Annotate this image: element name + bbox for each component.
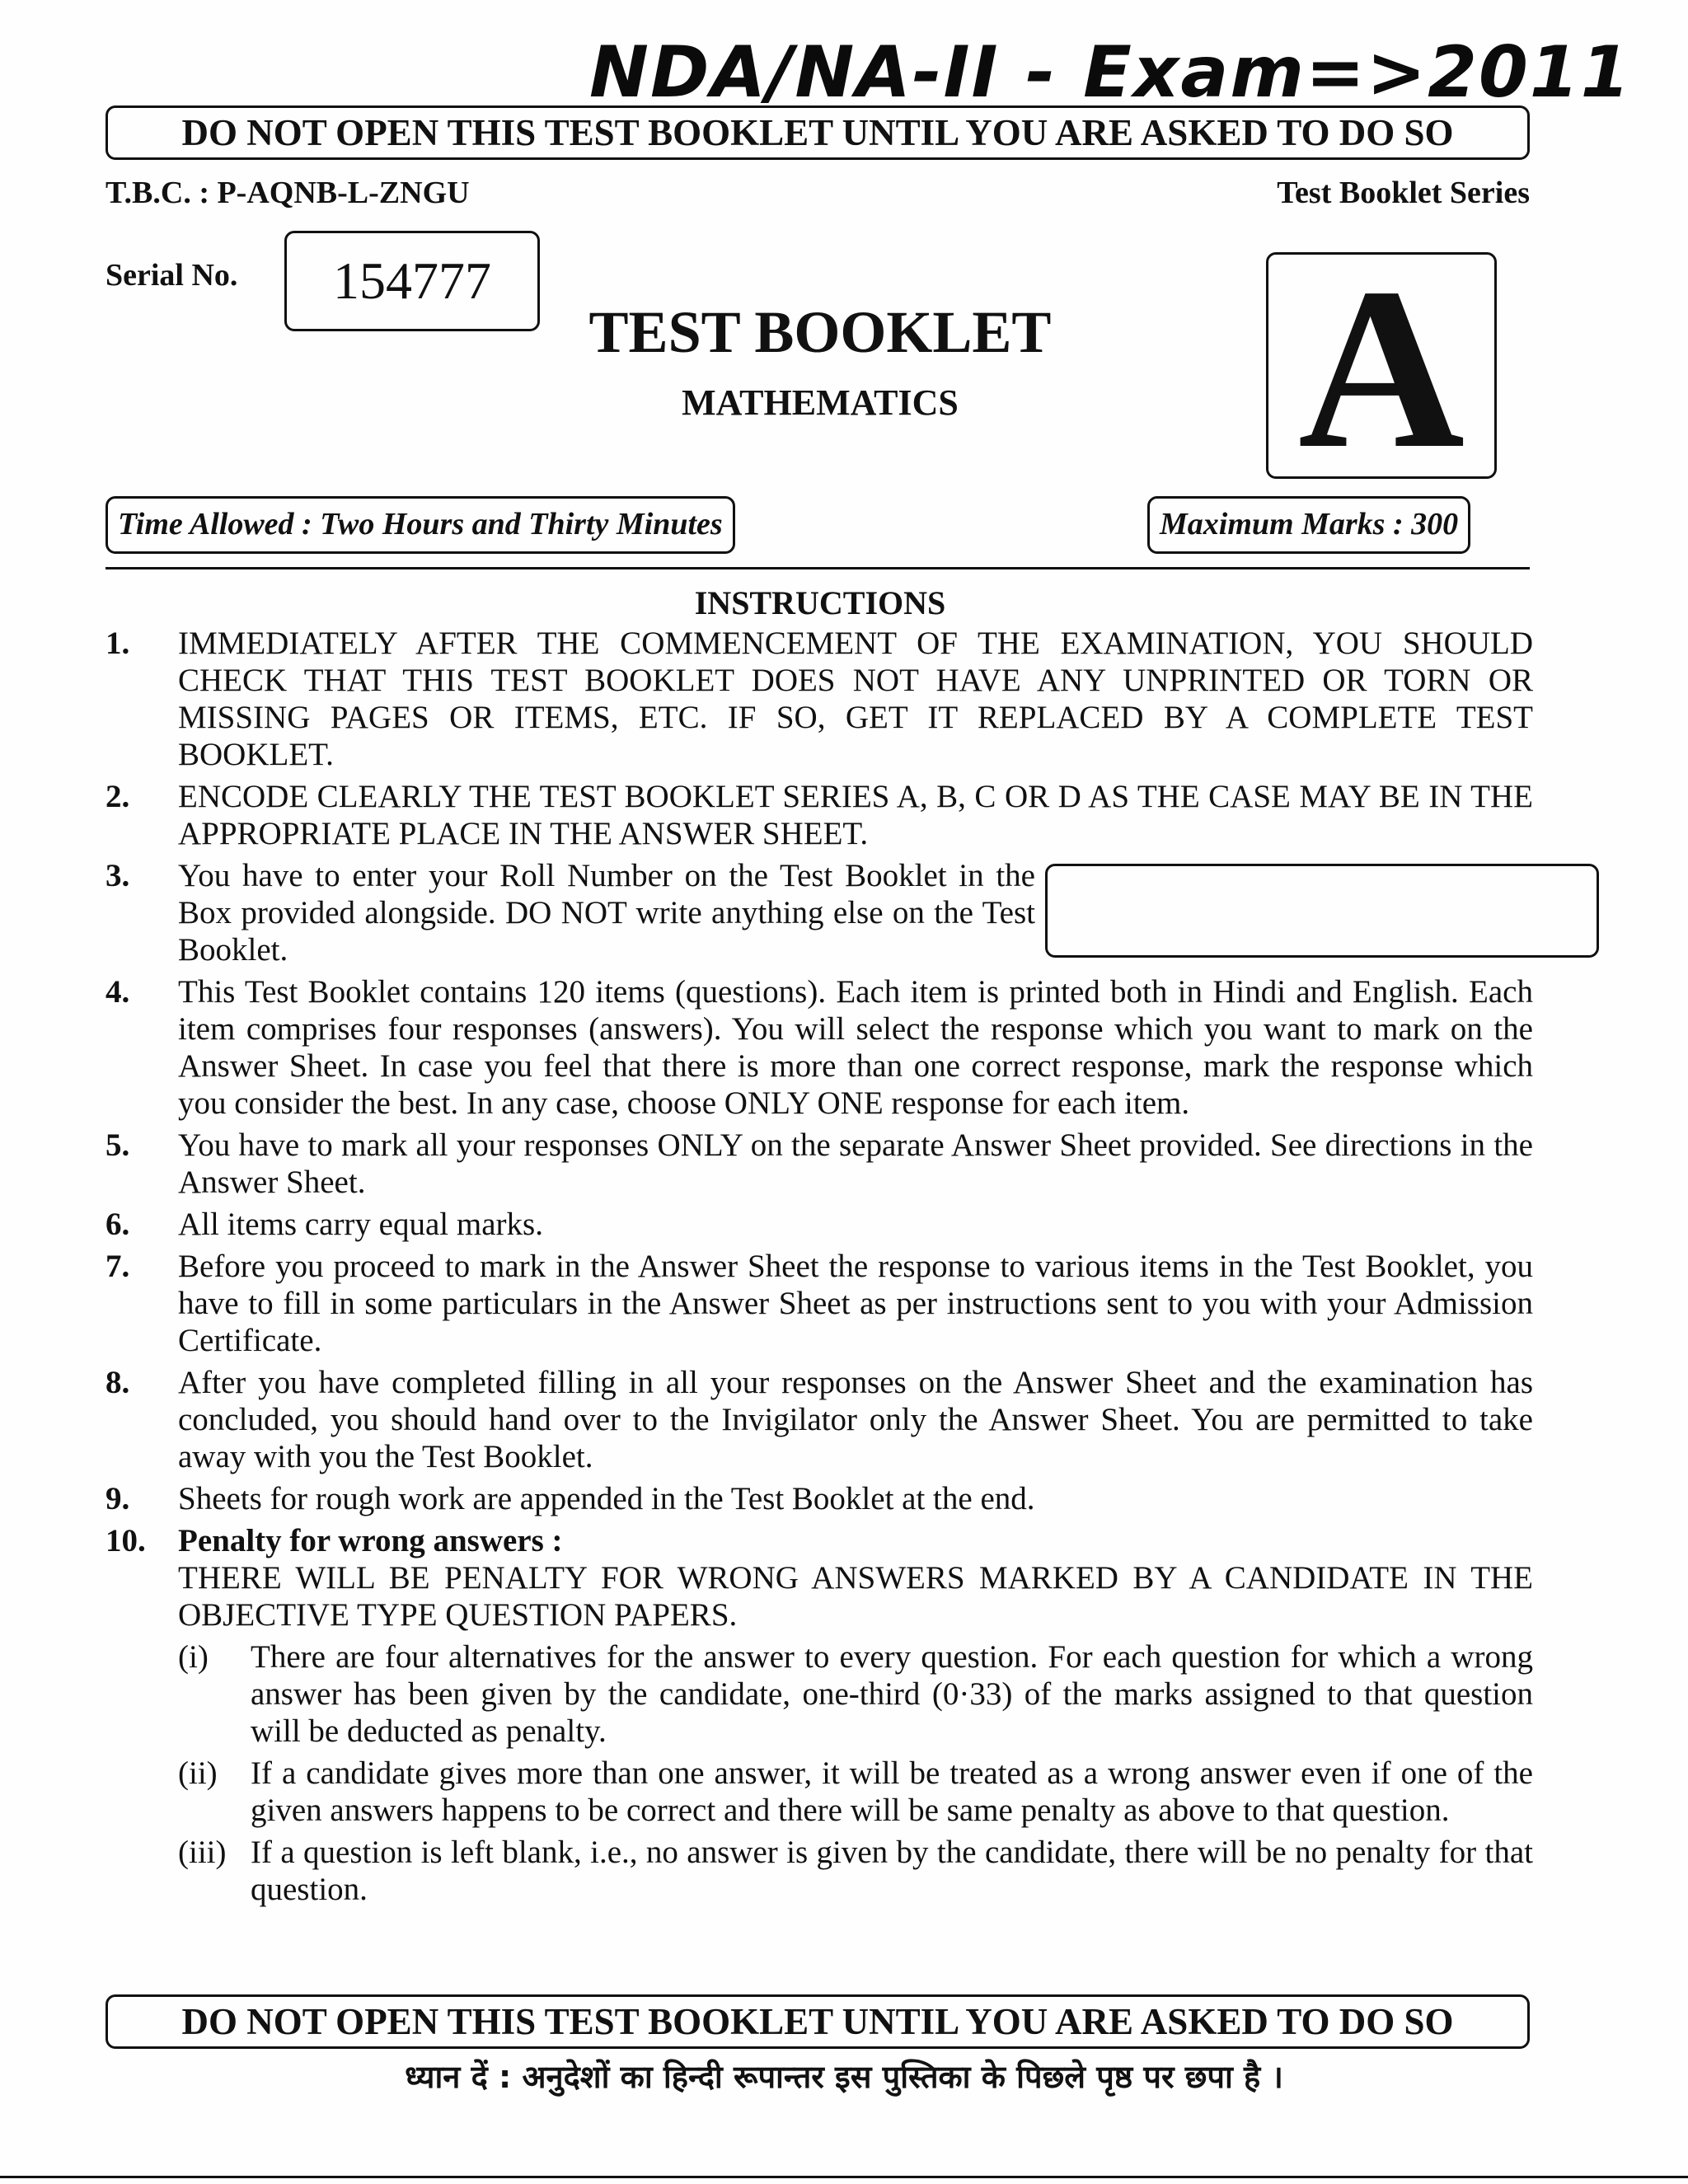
hindi-note: ध्यान दें : अनुदेशों का हिन्दी रूपान्तर इस पुस्तिका के पिछले पृष्ठ पर छपा है । bbox=[405, 2059, 1283, 2095]
booklet-title: TEST BOOKLET bbox=[588, 299, 1052, 365]
bottom-divider bbox=[0, 2176, 1688, 2178]
instruction-item: 8. After you have completed filling in all your responses on the Answer Sheet and the examination has concluded, you should hand over to the Invigilator only the Answer Sheet. You are permitted to take away with you the Test Booklet. bbox=[106, 1365, 1533, 1474]
instruction-item: 6. All items carry equal marks. bbox=[106, 1207, 543, 1242]
instruction-item: 2. ENCODE CLEARLY THE TEST BOOKLET SERIES A, B, C OR D AS THE CASE MAY BE IN THE APPROPRIATE PLACE IN THE ANSWER SHEET. bbox=[106, 779, 1533, 851]
instruction-item: 3. You have to enter your Roll Number on the Test Booklet in the Box provided alongside. DO NOT write anything else on the Test Booklet. bbox=[106, 857, 1533, 968]
instruction-item: 4. This Test Booklet contains 120 items (questions). Each item is printed both in Hindi and English. Each item comprises four responses (answers). You will select the response which you want to mark on the Answer Sheet. In case you feel that there is more than one correct response, mark the response which you consider the best. In any case, choose ONLY ONE response for each item. bbox=[106, 974, 1533, 1121]
instruction-item: 1. IMMEDIATELY AFTER THE COMMENCEMENT OF THE EXAMINATION, YOU SHOULD CHECK THAT THIS TEST BOOKLET DOES NOT HAVE ANY UNPRINTED OR TORN OR MISSING PAGES OR ITEMS, ETC. IF SO, GET IT REPLACED BY A COMPLETE TEST BOOKLET. bbox=[106, 626, 1533, 772]
instructions-heading: INSTRUCTIONS bbox=[694, 584, 946, 621]
warning-banner-bottom: DO NOT OPEN THIS TEST BOOKLET UNTIL YOU ARE ASKED TO DO SO bbox=[106, 1994, 1530, 2049]
penalty-item: (iii) If a question is left blank, i.e., no answer is given by the candidate, there will be no penalty for that question. bbox=[178, 1835, 1533, 1907]
maximum-marks: Maximum Marks : 300 bbox=[1147, 496, 1470, 554]
instruction-item: 9. Sheets for rough work are appended in the Test Booklet at the end. bbox=[106, 1481, 1035, 1516]
instruction-item-penalty: 10. Penalty for wrong answers : THERE WILL BE PENALTY FOR WRONG ANSWERS MARKED BY A CANDIDATE IN THE OBJECTIVE TYPE QUESTION PAPERS. (i) There are four alternatives for the answer to every question. For each question for which a wrong answer has been given by the candidate, one-third (0·33) of the marks assigned to that question will be deducted as penalty. (ii) If a candidate gives more than one answer, it will be treated as a wrong answer even if one of the given answers happens to be correct and there will be same penalty as above to that question. (iii) If a question is left blank, i.e., no answer is given by the candidate, there will be no penalty for that question. bbox=[106, 1523, 1533, 1907]
penalty-item: (ii) If a candidate gives more than one answer, it will be treated as a wrong answer even if one of the given answers happens to be correct and there will be same penalty as above to that question. bbox=[178, 1755, 1533, 1828]
roll-number-box[interactable] bbox=[1045, 864, 1599, 958]
instructions-list bbox=[106, 625, 1533, 1913]
header-divider bbox=[106, 567, 1530, 569]
penalty-intro: THERE WILL BE PENALTY FOR WRONG ANSWERS MARKED BY A CANDIDATE IN THE OBJECTIVE TYPE QUESTION PAPERS. bbox=[178, 1560, 1533, 1633]
instruction-item: 5. You have to mark all your responses ONLY on the separate Answer Sheet provided. See directions in the Answer Sheet. bbox=[106, 1127, 1533, 1200]
handwritten-note: NDA/NA-II - Exam=>2011 bbox=[589, 31, 1632, 114]
subject-title: MATHEMATICS bbox=[682, 382, 959, 423]
instruction-item: 7. Before you proceed to mark in the Answer Sheet the response to various items in the Test Booklet, you have to fill in some particulars in the Answer Sheet as per instructions sent to you with your Admission Certificate. bbox=[106, 1249, 1533, 1358]
warning-banner-top: DO NOT OPEN THIS TEST BOOKLET UNTIL YOU ARE ASKED TO DO SO bbox=[106, 105, 1530, 160]
time-allowed: Time Allowed : Two Hours and Thirty Minutes bbox=[106, 496, 735, 554]
penalty-heading: Penalty for wrong answers : bbox=[178, 1523, 563, 1558]
tbc-code: T.B.C. : P-AQNB-L-ZNGU bbox=[106, 176, 470, 210]
series-letter-box: A bbox=[1266, 252, 1497, 479]
booklet-series-label: Test Booklet Series bbox=[1277, 176, 1530, 210]
serial-number-box: 154777 bbox=[284, 231, 540, 331]
serial-label: Serial No. bbox=[106, 258, 238, 293]
penalty-item: (i) There are four alternatives for the answer to every question. For each question for which a wrong answer has been given by the candidate, one-third (0·33) of the marks assigned to that question will be deducted as penalty. bbox=[178, 1639, 1533, 1749]
